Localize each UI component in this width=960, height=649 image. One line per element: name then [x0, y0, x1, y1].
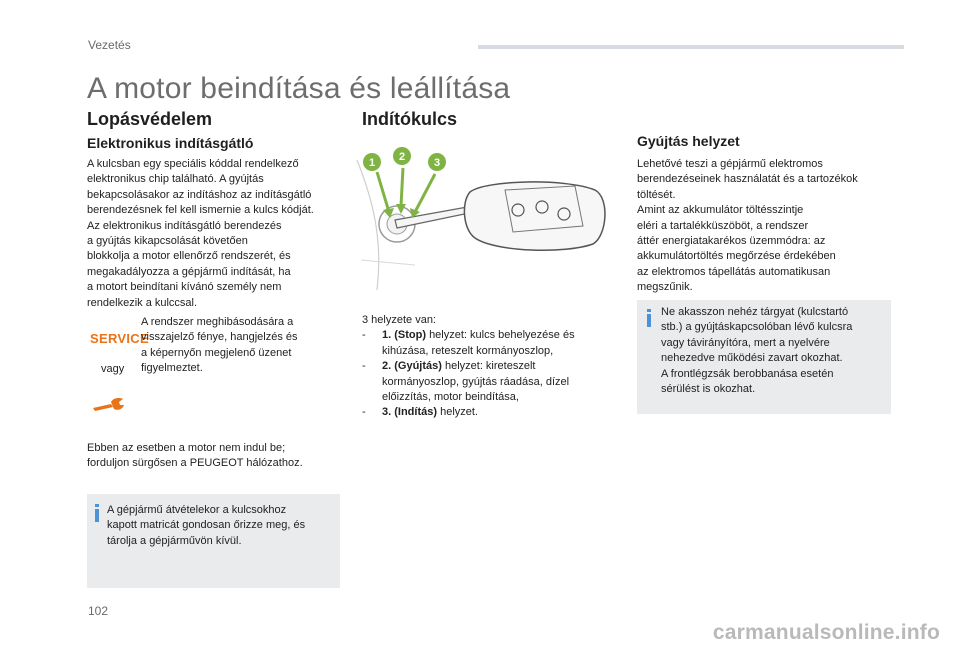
running-head: Vezetés [88, 38, 131, 52]
text-line: megszűnik. [637, 281, 693, 294]
text-line: akkumulátortöltés megőrzése érdekében [637, 250, 836, 263]
heading-inditokulcs: Indítókulcs [362, 109, 458, 129]
text-line: Lehetővé teszi a gépjármű elektromos [637, 158, 823, 170]
text-line: a gyújtás kikapcsolását követően [87, 235, 248, 248]
page-title: A motor beindítása és leállítása [87, 72, 511, 105]
info-icon [647, 309, 651, 312]
text-line: az elektromos tápellátás automatikusan [637, 265, 831, 278]
text-line: berendezéseinek használatát és a tartozékok [637, 173, 858, 186]
text-line: vagy távirányítóra, mert a nyelvére [661, 336, 830, 349]
positions-intro: 3 helyzete van: [362, 314, 436, 326]
text-line: A kulcsban egy speciális kóddal rendelkező [87, 158, 299, 170]
text-line: megakadályozza a gépjármű indítását, ha [87, 265, 291, 278]
text-line: stb.) a gyújtáskapcsolóban lévő kulcsra [661, 321, 853, 334]
subheading-immobilizer: Elektronikus indításgátló [87, 135, 254, 151]
text-line: berendezésnek fel kell ismernie a kulcs kódját. [87, 204, 314, 217]
heading-lopasvedelem: Lopásvédelem [87, 109, 213, 129]
text-line: a motort beindítani kívánó személy nem [87, 281, 282, 294]
info-note-box-right [637, 300, 891, 414]
text-line: kapott matricát gondosan őrizze meg, és [107, 519, 306, 532]
callout-2: 2 [398, 151, 406, 163]
text-line: A frontlégzsák berobbanása esetén [661, 367, 834, 380]
text-line: sérülést is okozhat. [661, 383, 756, 396]
service-warning-icon: SERVICE [90, 331, 149, 346]
text-line: blokkolja a motor ellenőrző rendszerét, és [87, 250, 291, 263]
text-line: A rendszer meghibásodására a [141, 316, 294, 328]
info-note-box [87, 494, 340, 588]
info-icon-bar [647, 314, 651, 327]
list-item: - 3. (Indítás) helyzet. [362, 406, 478, 419]
text-line: visszajelző fénye, hangjelzés és [141, 331, 298, 344]
note-text [661, 305, 887, 397]
text-line: eléri a tartalékküszöböt, a rendszer [637, 219, 809, 232]
text-line: figyelmeztet. [141, 362, 203, 375]
text-line: Amint az akkumulátor töltésszintje [637, 204, 804, 217]
note-text [107, 503, 335, 549]
info-icon-bar [95, 509, 99, 522]
text-line: nehezedve működési zavart okozhat. [661, 352, 843, 365]
callout-3: 3 [433, 157, 441, 169]
page-number: 102 [88, 604, 109, 618]
text-line: A gépjármű átvételekor a kulcsokhoz [107, 504, 287, 516]
warning-paragraph [141, 315, 341, 377]
text-line: töltését. [637, 188, 676, 201]
watermark: carmanualsonline.info [712, 621, 940, 644]
vagy-label: vagy [101, 363, 125, 375]
key-positions [362, 313, 617, 421]
text-line: Ne akasszon nehéz tárgyat (kulcstartó [661, 306, 849, 318]
fault-paragraph [87, 441, 347, 472]
callout-1: 1 [368, 157, 376, 169]
text-line: Ebben az esetben a motor nem indul be; [87, 442, 286, 454]
text-line: Az elektronikus indításgátló berendezés [87, 219, 282, 232]
text-line: bekapcsolásakor az indításhoz az indításgátló [87, 188, 312, 201]
text-line: a képernyőn megjelenő üzenet [141, 346, 292, 359]
text-line: tárolja a gépjárművön kívül. [107, 534, 242, 547]
list-item: - 2. (Gyújtás) helyzet: kireteszelt kormányoszlop, gyújtás ráadása, dízel előizzítás, motor beindítása, [362, 360, 570, 404]
ignition-paragraph [637, 157, 897, 296]
ignition-key-illustration [355, 140, 615, 300]
wrench-icon [91, 396, 127, 414]
heading-gyujtas-helyzet: Gyújtás helyzet [637, 133, 740, 149]
list-item: - 1. (Stop) helyzet: kulcs behelyezése és kihúzása, reteszelt kormányoszlop, [362, 329, 575, 357]
immobilizer-paragraph [87, 157, 347, 311]
info-icon [95, 504, 99, 507]
header-rule [478, 45, 904, 49]
text-line: rendelkezik a kulccsal. [87, 296, 198, 309]
text-line: forduljon sürgősen a PEUGEOT hálózathoz. [87, 457, 303, 470]
text-line: elektronikus chip található. A gyújtás [87, 173, 264, 186]
text-line: áttér energiatakarékos üzemmódra: az [637, 235, 826, 248]
